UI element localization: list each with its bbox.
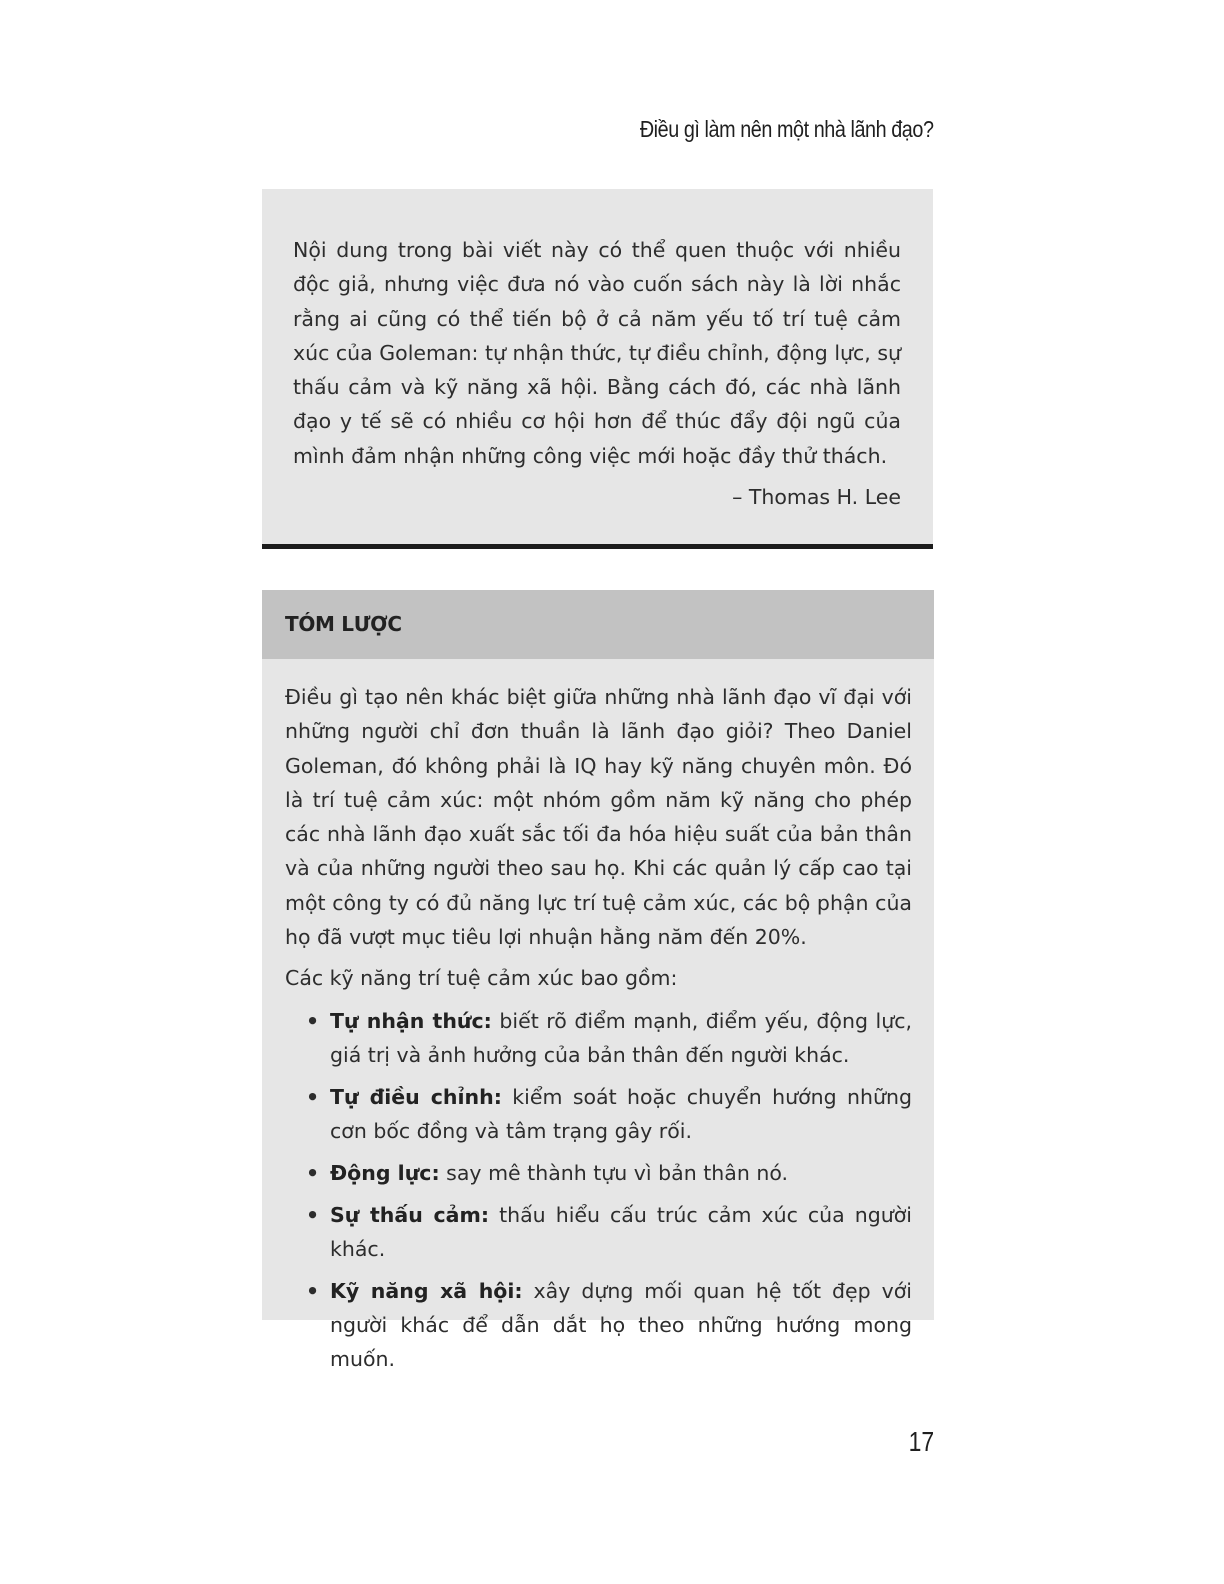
bullet-icon: • xyxy=(306,1278,320,1303)
quote-text: Nội dung trong bài viết này có thể quen thuộc với nhiều độc giả, nhưng việc đưa nó vào cuốn sách này là lời nhắc rằng ai cũng có thể tiến bộ ở cả năm yếu tố trí tuệ cảm xúc của Goleman: tự nhận thức, tự điều chỉnh, động lực, sự thấu cảm và kỹ năng xã hội. Bằng cách đó, các nhà lãnh đạo y tế sẽ có nhiều cơ hội hơn để thúc đẩy đội ngũ của mình đảm nhận những công việc mới hoặc đầy thử thách. xyxy=(293,238,901,468)
summary-header xyxy=(262,590,934,659)
skill-list xyxy=(285,1004,912,1377)
summary-intro: Các kỹ năng trí tuệ cảm xúc bao gồm: xyxy=(285,966,678,991)
summary-body xyxy=(262,659,934,1377)
skill-item-self-awareness xyxy=(285,1004,912,1073)
skill-desc: say mê thành tựu vì bản thân nó. xyxy=(446,1160,789,1185)
skill-term: Kỹ năng xã hội: xyxy=(330,1278,523,1303)
summary-title: TÓM LƯỢC xyxy=(285,612,402,636)
quote-box xyxy=(262,189,933,544)
running-header: Điều gì làm nên một nhà lãnh đạo? xyxy=(640,116,934,142)
skill-item-empathy xyxy=(285,1198,912,1267)
skill-term: Động lực: xyxy=(330,1160,440,1185)
quote-divider xyxy=(262,544,933,549)
summary-box xyxy=(262,590,934,1372)
skill-item-social-skill xyxy=(285,1274,912,1377)
skill-desc: thấu hiểu cấu trúc cảm xúc của người khác. xyxy=(330,1202,912,1261)
skill-term: Sự thấu cảm: xyxy=(330,1202,490,1227)
skill-item-self-regulation xyxy=(285,1080,912,1149)
skill-term: Tự điều chỉnh: xyxy=(330,1084,502,1109)
skill-desc: kiểm soát hoặc chuyển hướng những cơn bốc đồng và tâm trạng gây rối. xyxy=(330,1084,912,1144)
bullet-icon: • xyxy=(306,1008,320,1033)
page-number: 17 xyxy=(908,1426,934,1457)
bullet-icon: • xyxy=(306,1084,320,1109)
bullet-icon: • xyxy=(306,1160,320,1185)
skill-desc: xây dựng mối quan hệ tốt đẹp với người khác để dẫn dắt họ theo những hướng mong muốn. xyxy=(330,1278,912,1372)
bullet-icon: • xyxy=(306,1202,320,1227)
skill-item-motivation xyxy=(285,1156,912,1190)
skill-term: Tự nhận thức: xyxy=(330,1008,492,1033)
summary-paragraph: Điều gì tạo nên khác biệt giữa những nhà lãnh đạo vĩ đại với những người chỉ đơn thuần là lãnh đạo giỏi? Theo Daniel Goleman, đó không phải là IQ hay kỹ năng chuyên môn. Đó là trí tuệ cảm xúc: một nhóm gồm năm kỹ năng cho phép các nhà lãnh đạo xuất sắc tối đa hóa hiệu suất của bản thân và của những người theo sau họ. Khi các quản lý cấp cao tại một công ty có đủ năng lực trí tuệ cảm xúc, các bộ phận của họ đã vượt mục tiêu lợi nhuận hằng năm đến 20%. xyxy=(285,685,912,950)
skill-desc: biết rõ điểm mạnh, điểm yếu, động lực, giá trị và ảnh hưởng của bản thân đến người khác. xyxy=(330,1008,912,1067)
quote-author: – Thomas H. Lee xyxy=(732,485,901,510)
